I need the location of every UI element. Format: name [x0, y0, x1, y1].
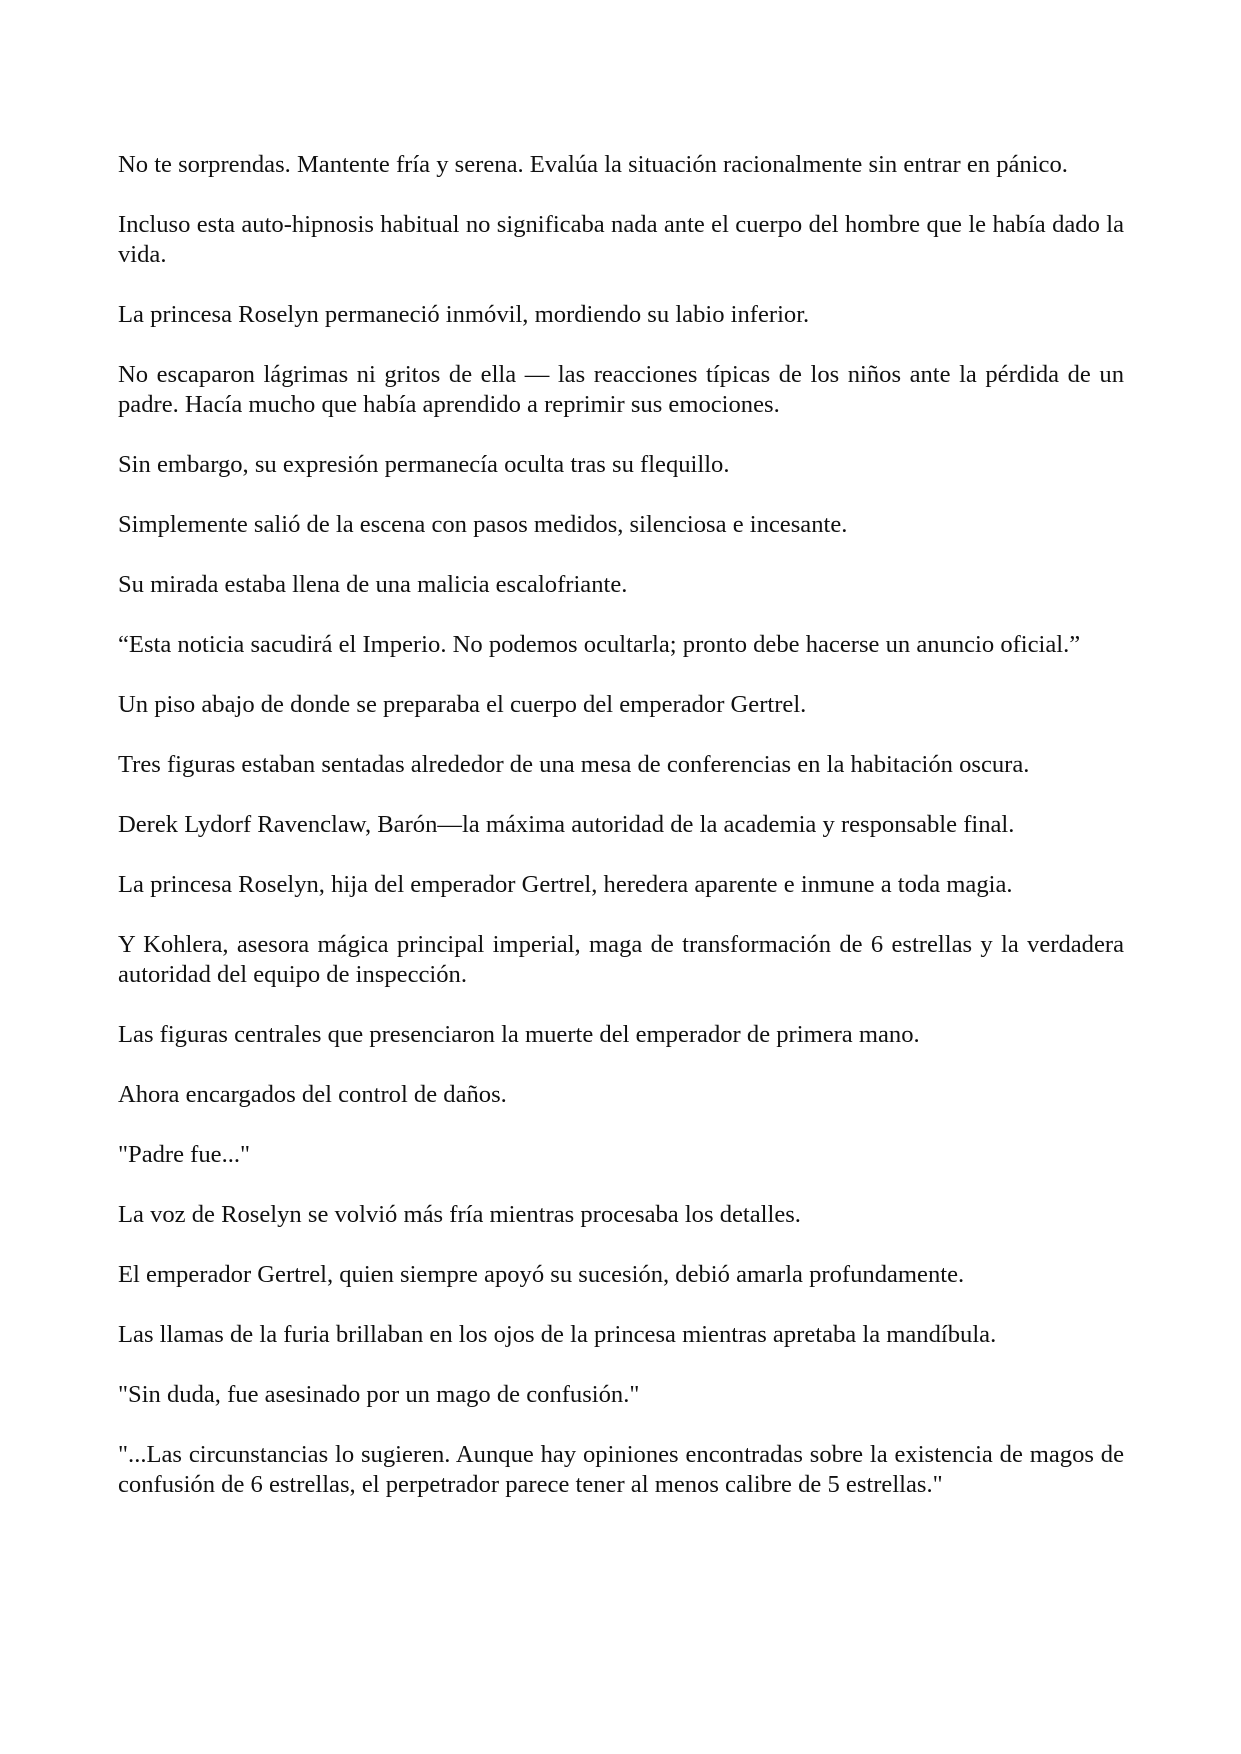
paragraph-18: El emperador Gertrel, quien siempre apoyó su sucesión, debió amarla profundamente. [118, 1261, 965, 1288]
paragraph-19: Las llamas de la furia brillaban en los ojos de la princesa mientras apretaba la mandíbula. [118, 1321, 997, 1348]
paragraph-7: Su mirada estaba llena de una malicia escalofriante. [118, 571, 628, 598]
paragraph-14: Las figuras centrales que presenciaron la muerte del emperador de primera mano. [118, 1021, 920, 1048]
paragraph-8: “Esta noticia sacudirá el Imperio. No podemos ocultarla; pronto debe hacerse un anuncio oficial.” [118, 631, 1081, 658]
paragraph-10: Tres figuras estaban sentadas alrededor de una mesa de conferencias en la habitación oscura. [118, 751, 1030, 778]
paragraph-13: Y Kohlera, asesora mágica principal imperial, maga de transformación de 6 estrellas y la verdadera autoridad del equipo de inspección. [118, 931, 1124, 988]
document-page [118, 150, 1124, 1530]
paragraph-16: "Padre fue..." [118, 1141, 251, 1168]
paragraph-3: La princesa Roselyn permaneció inmóvil, mordiendo su labio inferior. [118, 301, 810, 328]
paragraph-6: Simplemente salió de la escena con pasos medidos, silenciosa e incesante. [118, 511, 848, 538]
paragraph-20: "Sin duda, fue asesinado por un mago de confusión." [118, 1381, 640, 1408]
paragraph-2: Incluso esta auto-hipnosis habitual no significaba nada ante el cuerpo del hombre que le había dado la vida. [118, 211, 1124, 268]
paragraph-4: No escaparon lágrimas ni gritos de ella — las reacciones típicas de los niños ante la pérdida de un padre. Hacía mucho que había aprendido a reprimir sus emociones. [118, 361, 1124, 418]
paragraph-11: Derek Lydorf Ravenclaw, Barón—la máxima autoridad de la academia y responsable final. [118, 811, 1015, 838]
paragraph-15: Ahora encargados del control de daños. [118, 1081, 507, 1108]
paragraph-1: No te sorprendas. Mantente fría y serena. Evalúa la situación racionalmente sin entrar en pánico. [118, 151, 1068, 178]
paragraph-21: "...Las circunstancias lo sugieren. Aunque hay opiniones encontradas sobre la existencia de magos de confusión de 6 estrellas, el perpetrador parece tener al menos calibre de 5 estrellas." [118, 1441, 1124, 1498]
paragraph-9: Un piso abajo de donde se preparaba el cuerpo del emperador Gertrel. [118, 691, 807, 718]
paragraph-17: La voz de Roselyn se volvió más fría mientras procesaba los detalles. [118, 1201, 801, 1228]
paragraph-5: Sin embargo, su expresión permanecía oculta tras su flequillo. [118, 451, 730, 478]
paragraph-12: La princesa Roselyn, hija del emperador Gertrel, heredera aparente e inmune a toda magia. [118, 871, 1013, 898]
